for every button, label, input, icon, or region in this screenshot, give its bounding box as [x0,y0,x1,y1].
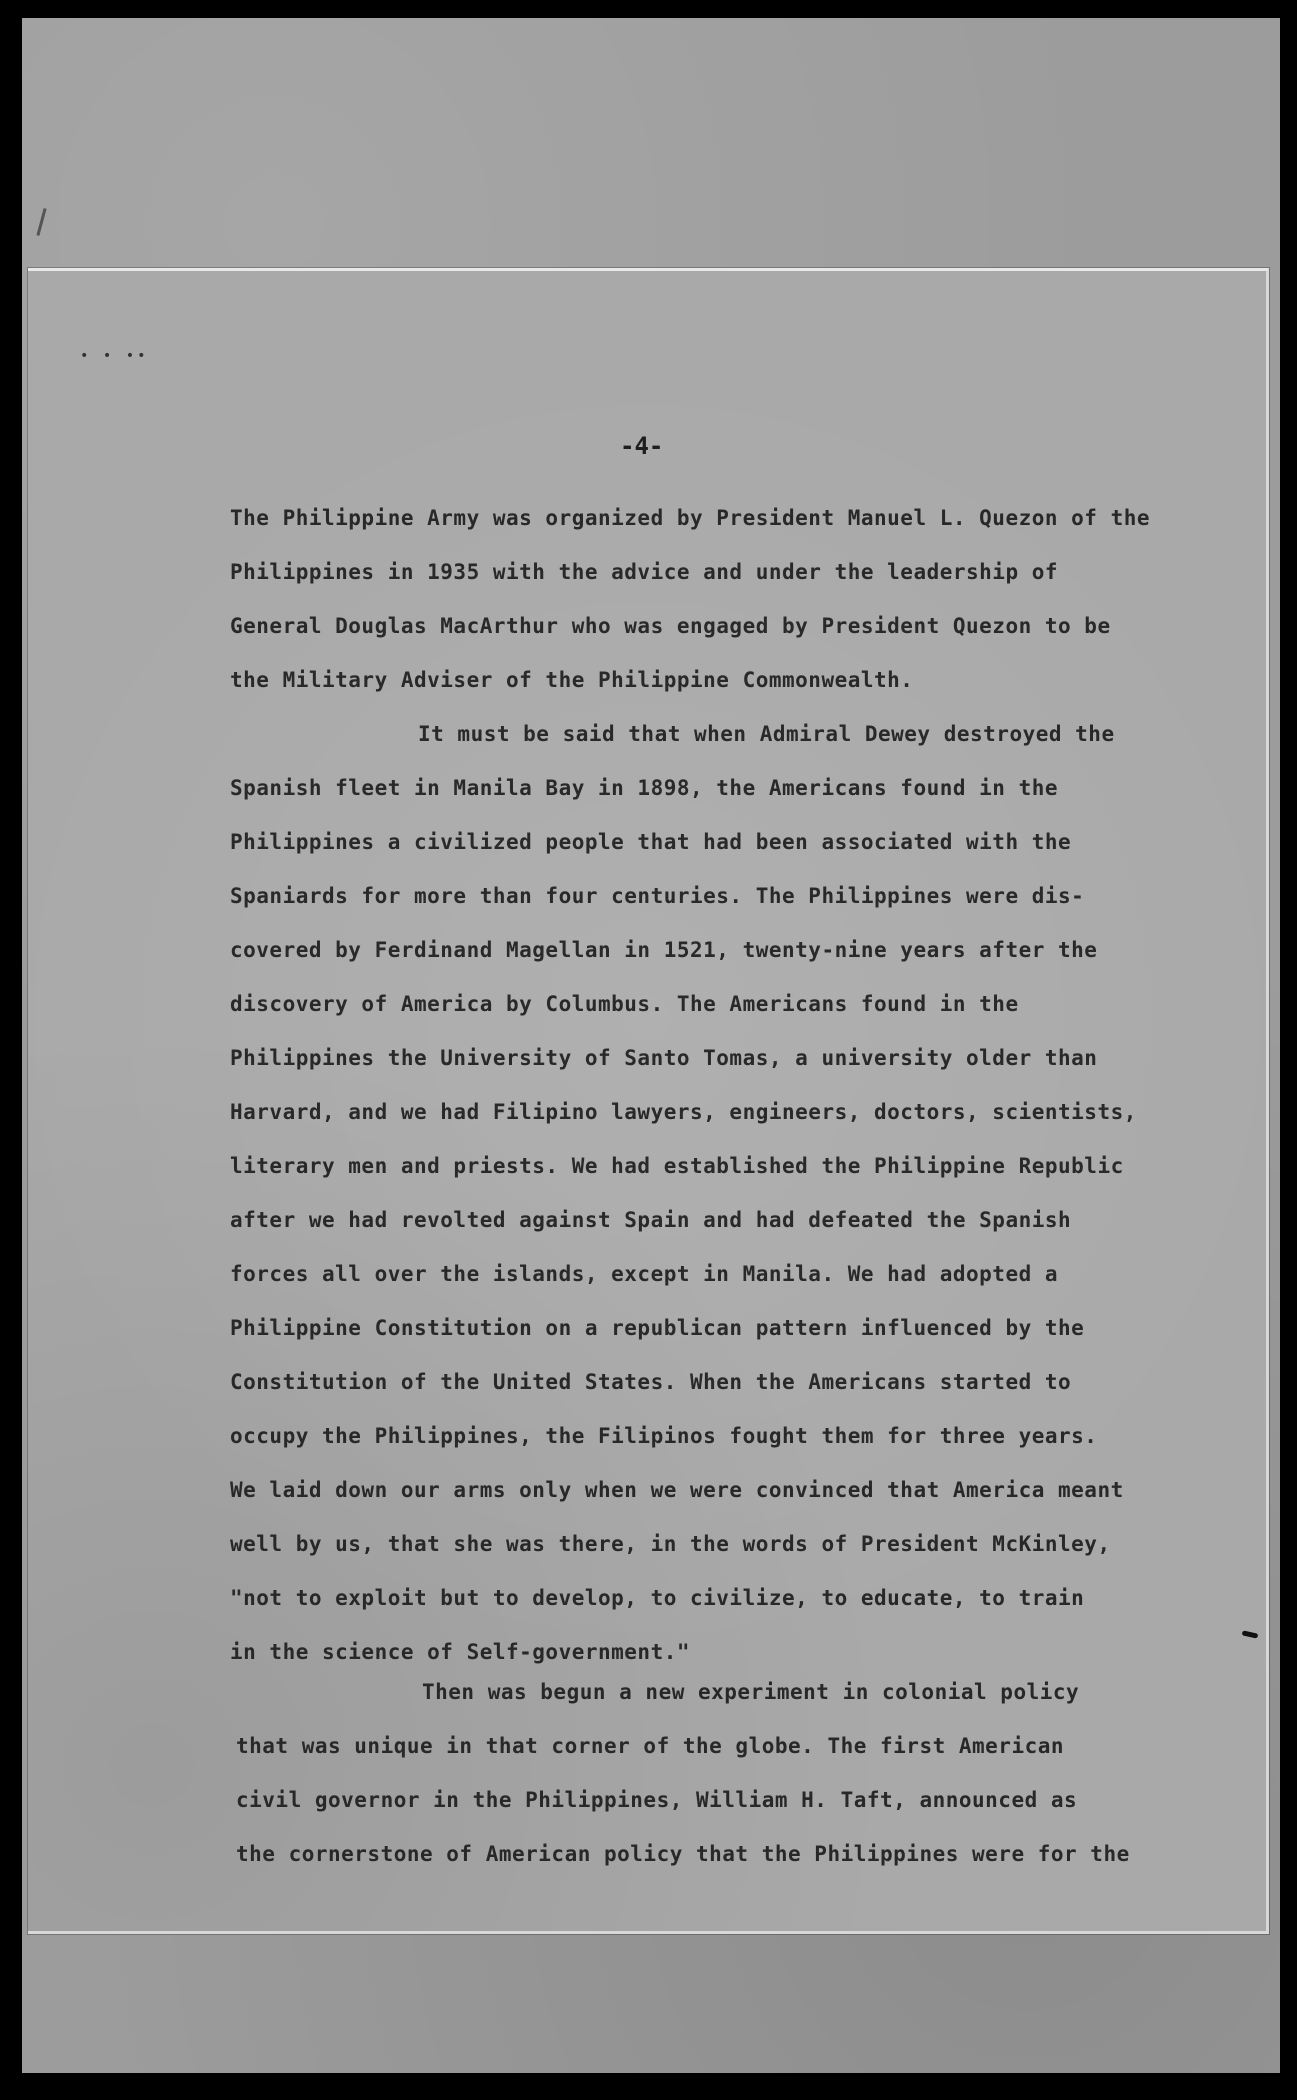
text-line: Spaniards for more than four centuries. The Philippines were dis- [230,884,1085,908]
text-line: General Douglas MacArthur who was engaged by President Quezon to be [230,614,1111,638]
text-line: "not to exploit but to develop, to civilize, to educate, to train [230,1586,1085,1610]
text-line: that was unique in that corner of the globe. The first American [236,1734,1065,1758]
text-line: Philippines the University of Santo Tomas, a university older than [230,1046,1098,1070]
page-number: -4- [620,432,664,460]
text-line: discovery of America by Columbus. The Americans found in the [230,992,1019,1016]
text-line: Harvard, and we had Filipino lawyers, engineers, doctors, scientists, [230,1100,1137,1124]
text-line: covered by Ferdinand Magellan in 1521, twenty-nine years after the [230,938,1098,962]
text-line: Philippine Constitution on a republican pattern influenced by the [230,1316,1085,1340]
text-line: Then was begun a new experiment in colonial policy [422,1680,1080,1704]
text-line: the Military Adviser of the Philippine Commonwealth. [230,668,914,692]
text-line: Philippines a civilized people that had been associated with the [230,830,1072,854]
text-line: in the science of Self-government." [230,1640,691,1664]
text-line: Philippines in 1935 with the advice and under the leadership of [230,560,1059,584]
text-line: The Philippine Army was organized by President Manuel L. Quezon of the [230,506,1151,530]
text-line: Constitution of the United States. When the Americans started to [230,1370,1072,1394]
text-line: Spanish fleet in Manila Bay in 1898, the Americans found in the [230,776,1059,800]
text-line: occupy the Philippines, the Filipinos fought them for three years. [230,1424,1098,1448]
margin-smudge: • • •• [80,348,149,364]
text-line: the cornerstone of American policy that the Philippines were for the [236,1842,1130,1866]
text-line: It must be said that when Admiral Dewey destroyed the [418,722,1115,746]
text-line: civil governor in the Philippines, William H. Taft, announced as [236,1788,1078,1812]
text-line: literary men and priests. We had established the Philippine Republic [230,1154,1124,1178]
text-line: after we had revolted against Spain and had defeated the Spanish [230,1208,1072,1232]
text-line: forces all over the islands, except in Manila. We had adopted a [230,1262,1059,1286]
text-line: well by us, that she was there, in the words of President McKinley, [230,1532,1111,1556]
text-line: We laid down our arms only when we were convinced that America meant [230,1478,1124,1502]
